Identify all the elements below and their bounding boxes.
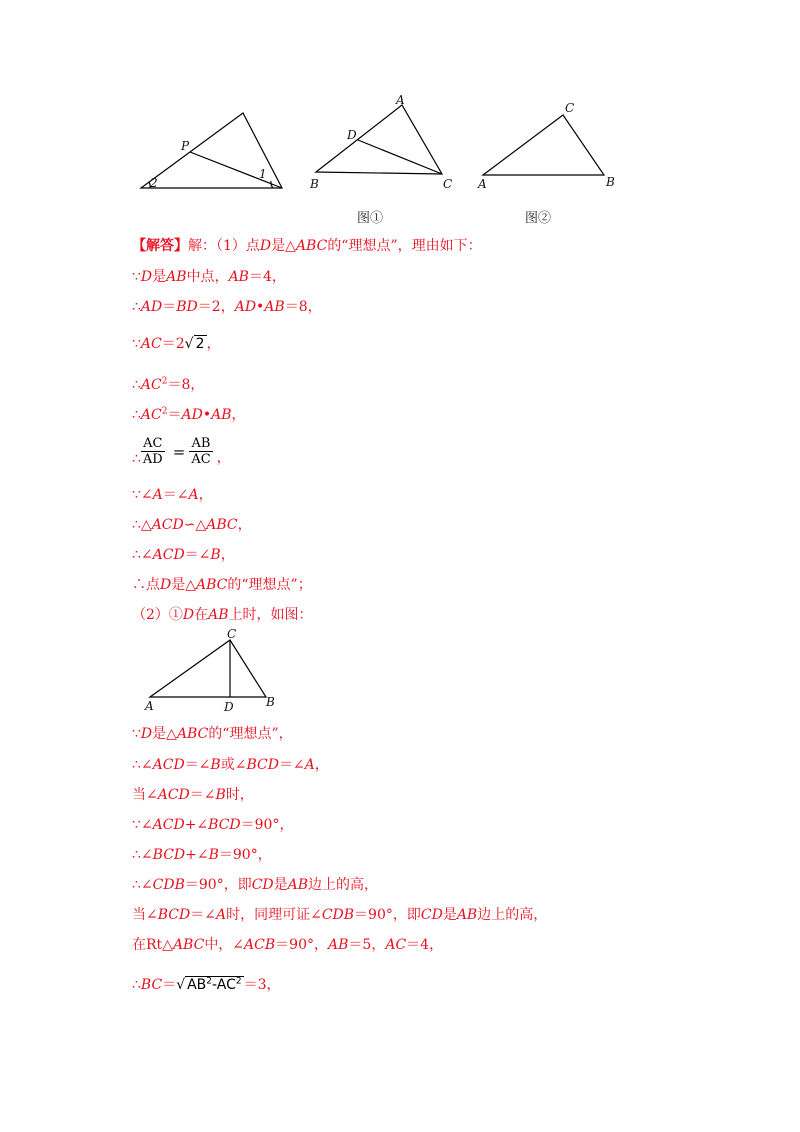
solution-line: 在Rt△ABC中，∠ACB＝90°，AB＝5，AC＝4， — [132, 937, 444, 953]
solution-line: 【解答】解：（1）点D是△ABC的“理想点”，理由如下： — [132, 238, 482, 254]
sqrt-expression: √ $AB^2-AC^2$ — [176, 976, 242, 993]
solution-line: ∵AC＝2√ 2 ， — [132, 336, 221, 352]
label-c: C — [565, 101, 575, 115]
solution-line: ∴∠ACD＝∠B， — [132, 547, 235, 563]
solution-line: ∴∠BCD+∠B＝90°， — [132, 847, 272, 863]
solution-line: ∴∠ACD＝∠B或∠BCD＝∠A， — [132, 757, 329, 773]
label-b: B — [266, 695, 275, 709]
label-d: D — [347, 128, 357, 142]
solution-line: （2）①D在AB上时，如图： — [132, 607, 313, 623]
figure-2 — [483, 115, 604, 175]
label-b: B — [310, 177, 319, 191]
label-c: C — [227, 627, 237, 641]
figure-1 — [316, 105, 442, 174]
solution-line: ∵∠ACD+∠BCD＝90°， — [132, 817, 294, 833]
label-a: A — [478, 177, 487, 191]
figure-2-caption: 图② — [525, 211, 552, 226]
solution-line: ∴ $\frac{AC}{AD}$ = $\frac{AB}{AC}$ ， — [132, 436, 231, 467]
label-a: A — [145, 699, 154, 713]
label-c: C — [443, 177, 453, 191]
solution-line: ∴点D是△ABC的“理想点”； — [132, 577, 312, 593]
solution-line: ∴BC＝√ $AB^2-AC^2 =3$， — [132, 976, 281, 993]
sqrt-expression: √ 2 — [184, 336, 205, 352]
solution-line: ∴AD＝BD＝2，AD•AB＝8， — [132, 299, 322, 315]
solution-line: ∵∠A＝∠A， — [132, 487, 213, 503]
solution-line: ∴∠CDB＝90°，即CD是AB边上的高， — [132, 877, 379, 893]
figure-3 — [150, 640, 266, 697]
label-d: D — [224, 700, 234, 714]
solution-line: ∵D是AB中点，AB＝4， — [132, 269, 286, 285]
label-a: A — [396, 93, 405, 107]
solution-line: ∴△ACD∽△ABC， — [132, 517, 252, 533]
solution-line: $\therefore AC^2=8$， — [132, 376, 205, 393]
solution-line: 当∠BCD＝∠A时，同理可证∠CDB＝90°，即CD是AB边上的高， — [132, 907, 548, 923]
figure-1-caption: 图① — [357, 211, 384, 226]
solution-line: ∵D是△ABC的“理想点”， — [132, 726, 293, 742]
label-p: P — [181, 139, 190, 153]
solution-line: 当∠ACD＝∠B时， — [132, 787, 254, 803]
solution-line: $\therefore AC^2=AD•AB$， — [132, 406, 246, 423]
fraction: $\frac{AC}{AD}$ — [142, 436, 163, 467]
label-b: B — [606, 175, 615, 189]
label-angle-2: 2 — [150, 176, 158, 190]
label-angle-1: 1 — [259, 167, 267, 181]
fraction: $\frac{AB}{AC}$ — [191, 436, 211, 467]
